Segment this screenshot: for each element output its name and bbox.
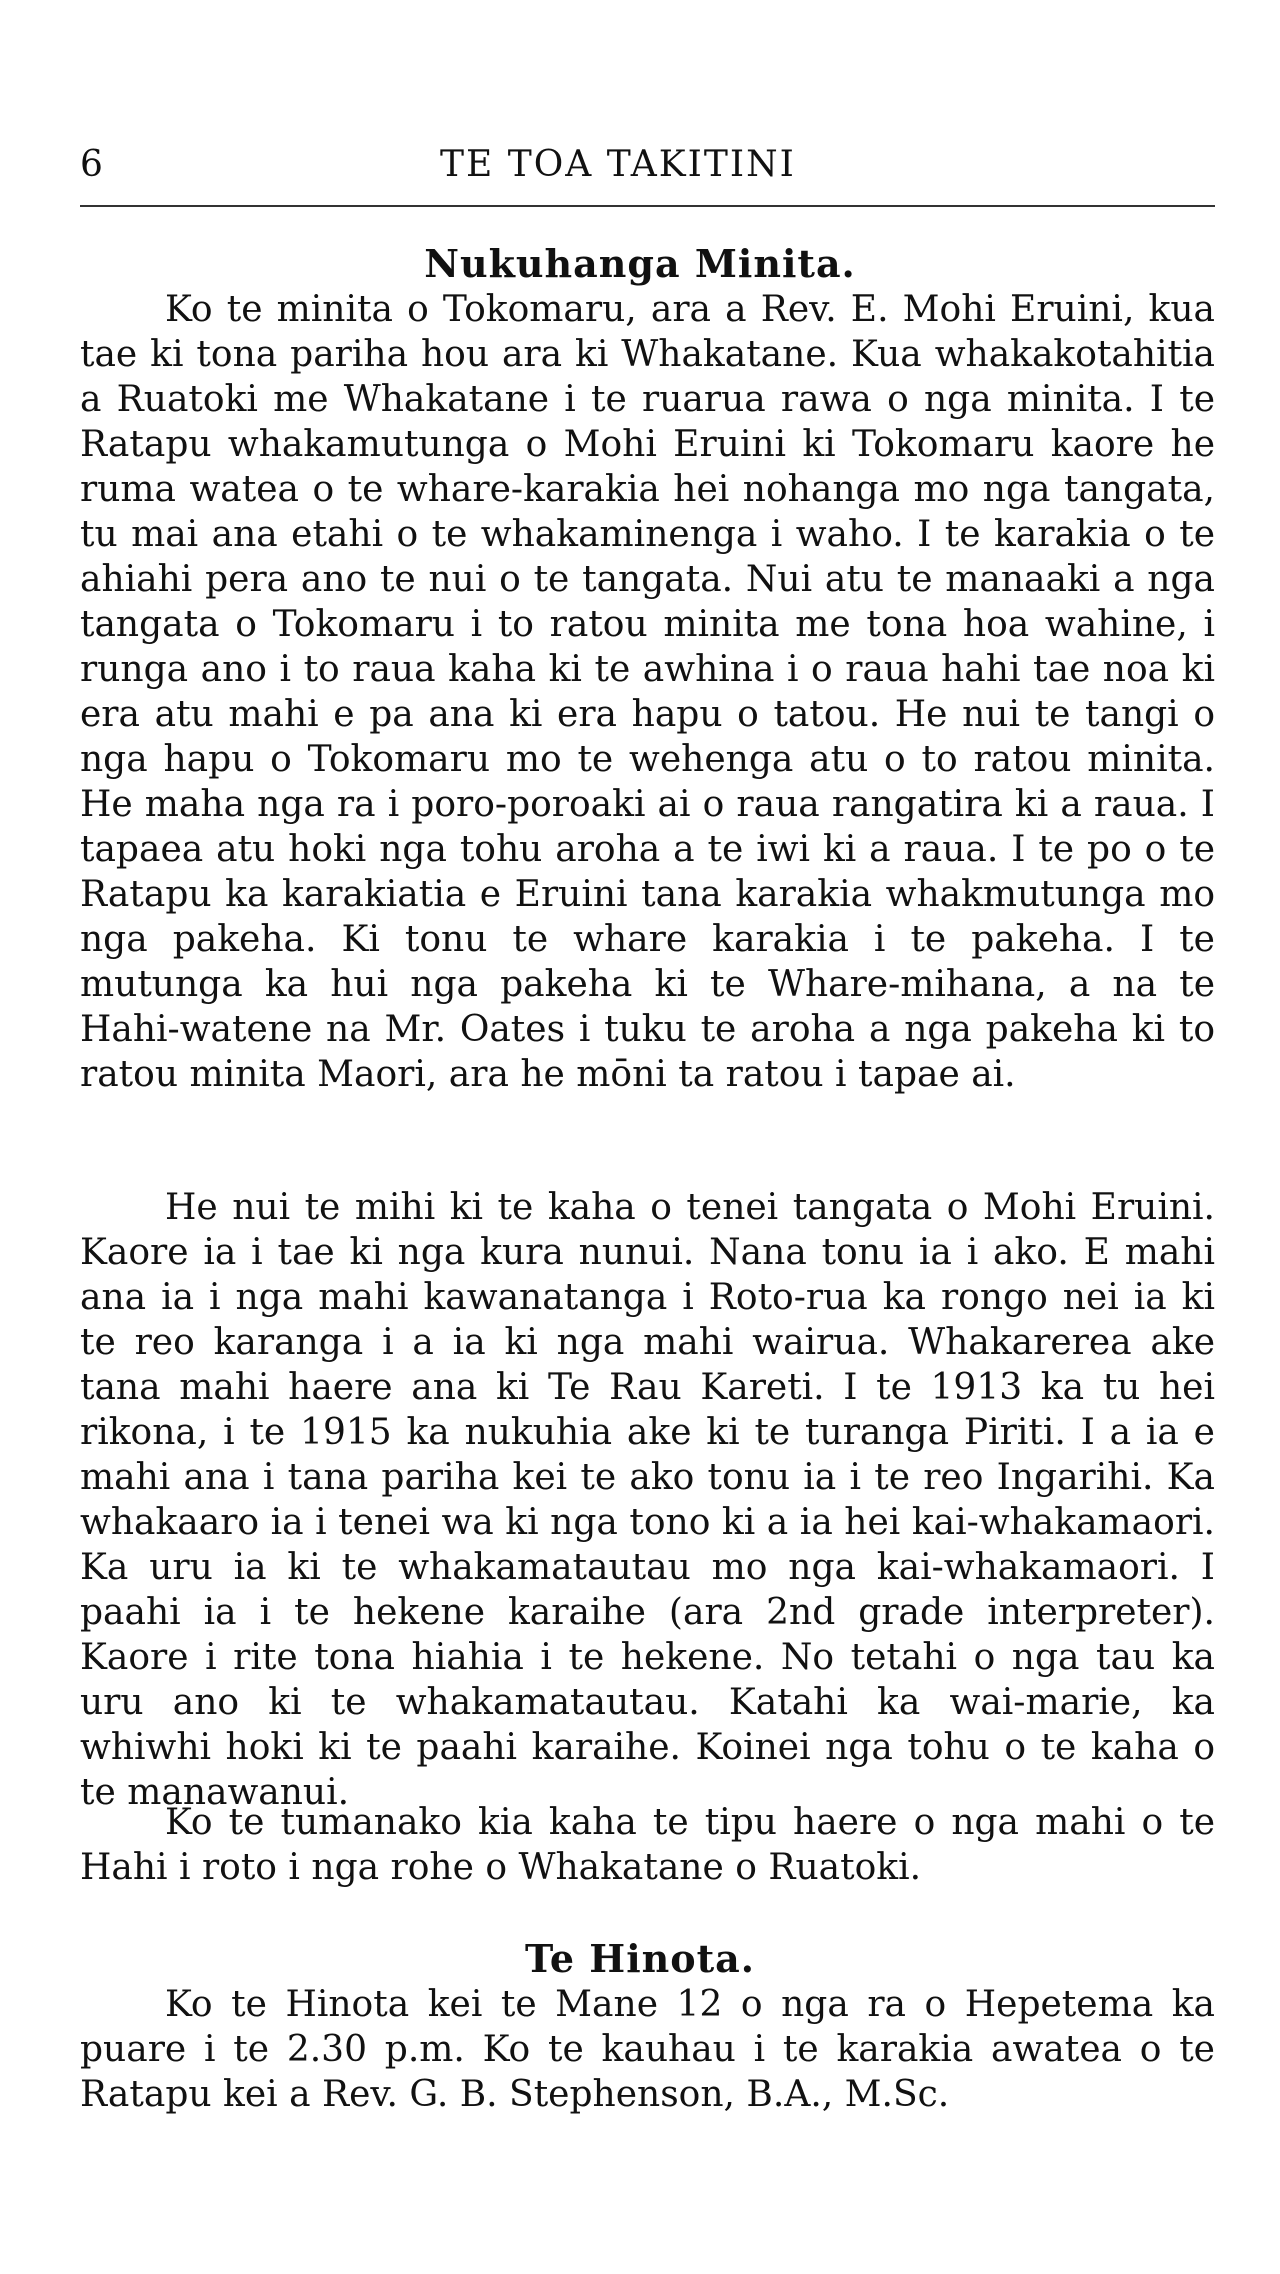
section-heading-nukuhanga-minita: Nukuhanga Minita. — [424, 241, 856, 286]
running-title: TE TOA TAKITINI — [440, 144, 796, 185]
body-paragraph: He nui te mihi ki te kaha o tenei tangata o Mohi Eruini. Kaore ia i tae ki nga kura nunui. Nana tonu ia i ako. E mahi ana ia i nga mahi kawanatanga i Roto-rua ka rongo nei ia ki te reo karanga i a ia ki nga mahi wairua. Whakarerea ake tana mahi haere ana ki Te Rau Kareti. I te 1913 ka tu hei rikona, i te 1915 ka nukuhia ake ki te turanga Piriti. I a ia e mahi ana i tana pariha kei te ako tonu ia i te reo Ingarihi. Ka whakaaro ia i tenei wa ki nga tono ki a ia hei kai-whakamaori. Ka uru ia ki te whakamatautau mo nga kai-whakamaori. I paahi ia i te hekene karaihe (ara 2nd grade interpreter). Kaore i rite tona hiahia i te hekene. No tetahi o nga tau ka uru ano ki te whakamatautau. Katahi ka wai-marie, ka whiwhi hoki ki te paahi karaihe. Koinei nga tohu o te kaha o te manawanui. — [80, 1187, 1215, 1813]
body-paragraph: Ko te minita o Tokomaru, ara a Rev. E. Mohi Eruini, kua tae ki tona pariha hou ara ki Whakatane. Kua whakakotahitia a Ruatoki me Whakatane i te ruarua rawa o nga minita. I te Ratapu whakamutunga o Mohi Eruini ki Tokomaru kaore he ruma watea o te whare-karakia hei nohanga mo nga tangata, tu mai ana etahi o te whakaminenga i waho. I te karakia o te ahiahi pera ano te nui o te tangata. Nui atu te manaaki a nga tangata o Tokomaru i to ratou minita me tona hoa wahine, i runga ano i to raua kaha ki te awhina i o raua hahi tae noa ki era atu mahi e pa ana ki era hapu o tatou. He nui te tangi o nga hapu o Tokomaru mo te wehenga atu o to ratou minita. He maha nga ra i poro-poroaki ai o raua rangatira ki a raua. I tapaea atu hoki nga tohu aroha a te iwi ki a raua. I te po o te Ratapu ka karakiatia e Eruini tana karakia whakmutunga mo nga pakeha. Ki tonu te whare karakia i te pakeha. I te mutunga ka hui nga pakeha ki te Whare-mihana, a na te Hahi-watene na Mr. Oates i tuku te aroha a nga pakeha ki to ratou minita Maori, ara he mōni ta ratou i tapae ai. — [80, 289, 1215, 1095]
page-header — [80, 140, 1215, 190]
page-number: 6 — [80, 144, 103, 185]
body-paragraph: Ko te Hinota kei te Mane 12 o nga ra o Hepetema ka puare i te 2.30 p.m. Ko te kauhau i te karakia awatea o te Ratapu kei a Rev. G. B. Stephenson, B.A., M.Sc. — [80, 1984, 1215, 2115]
header-divider — [80, 205, 1215, 207]
section-heading-te-hinota: Te Hinota. — [524, 1936, 756, 1981]
body-paragraph: Ko te tumanako kia kaha te tipu haere o nga mahi o te Hahi i roto i nga rohe o Whakatane o Ruatoki. — [80, 1802, 1215, 1888]
